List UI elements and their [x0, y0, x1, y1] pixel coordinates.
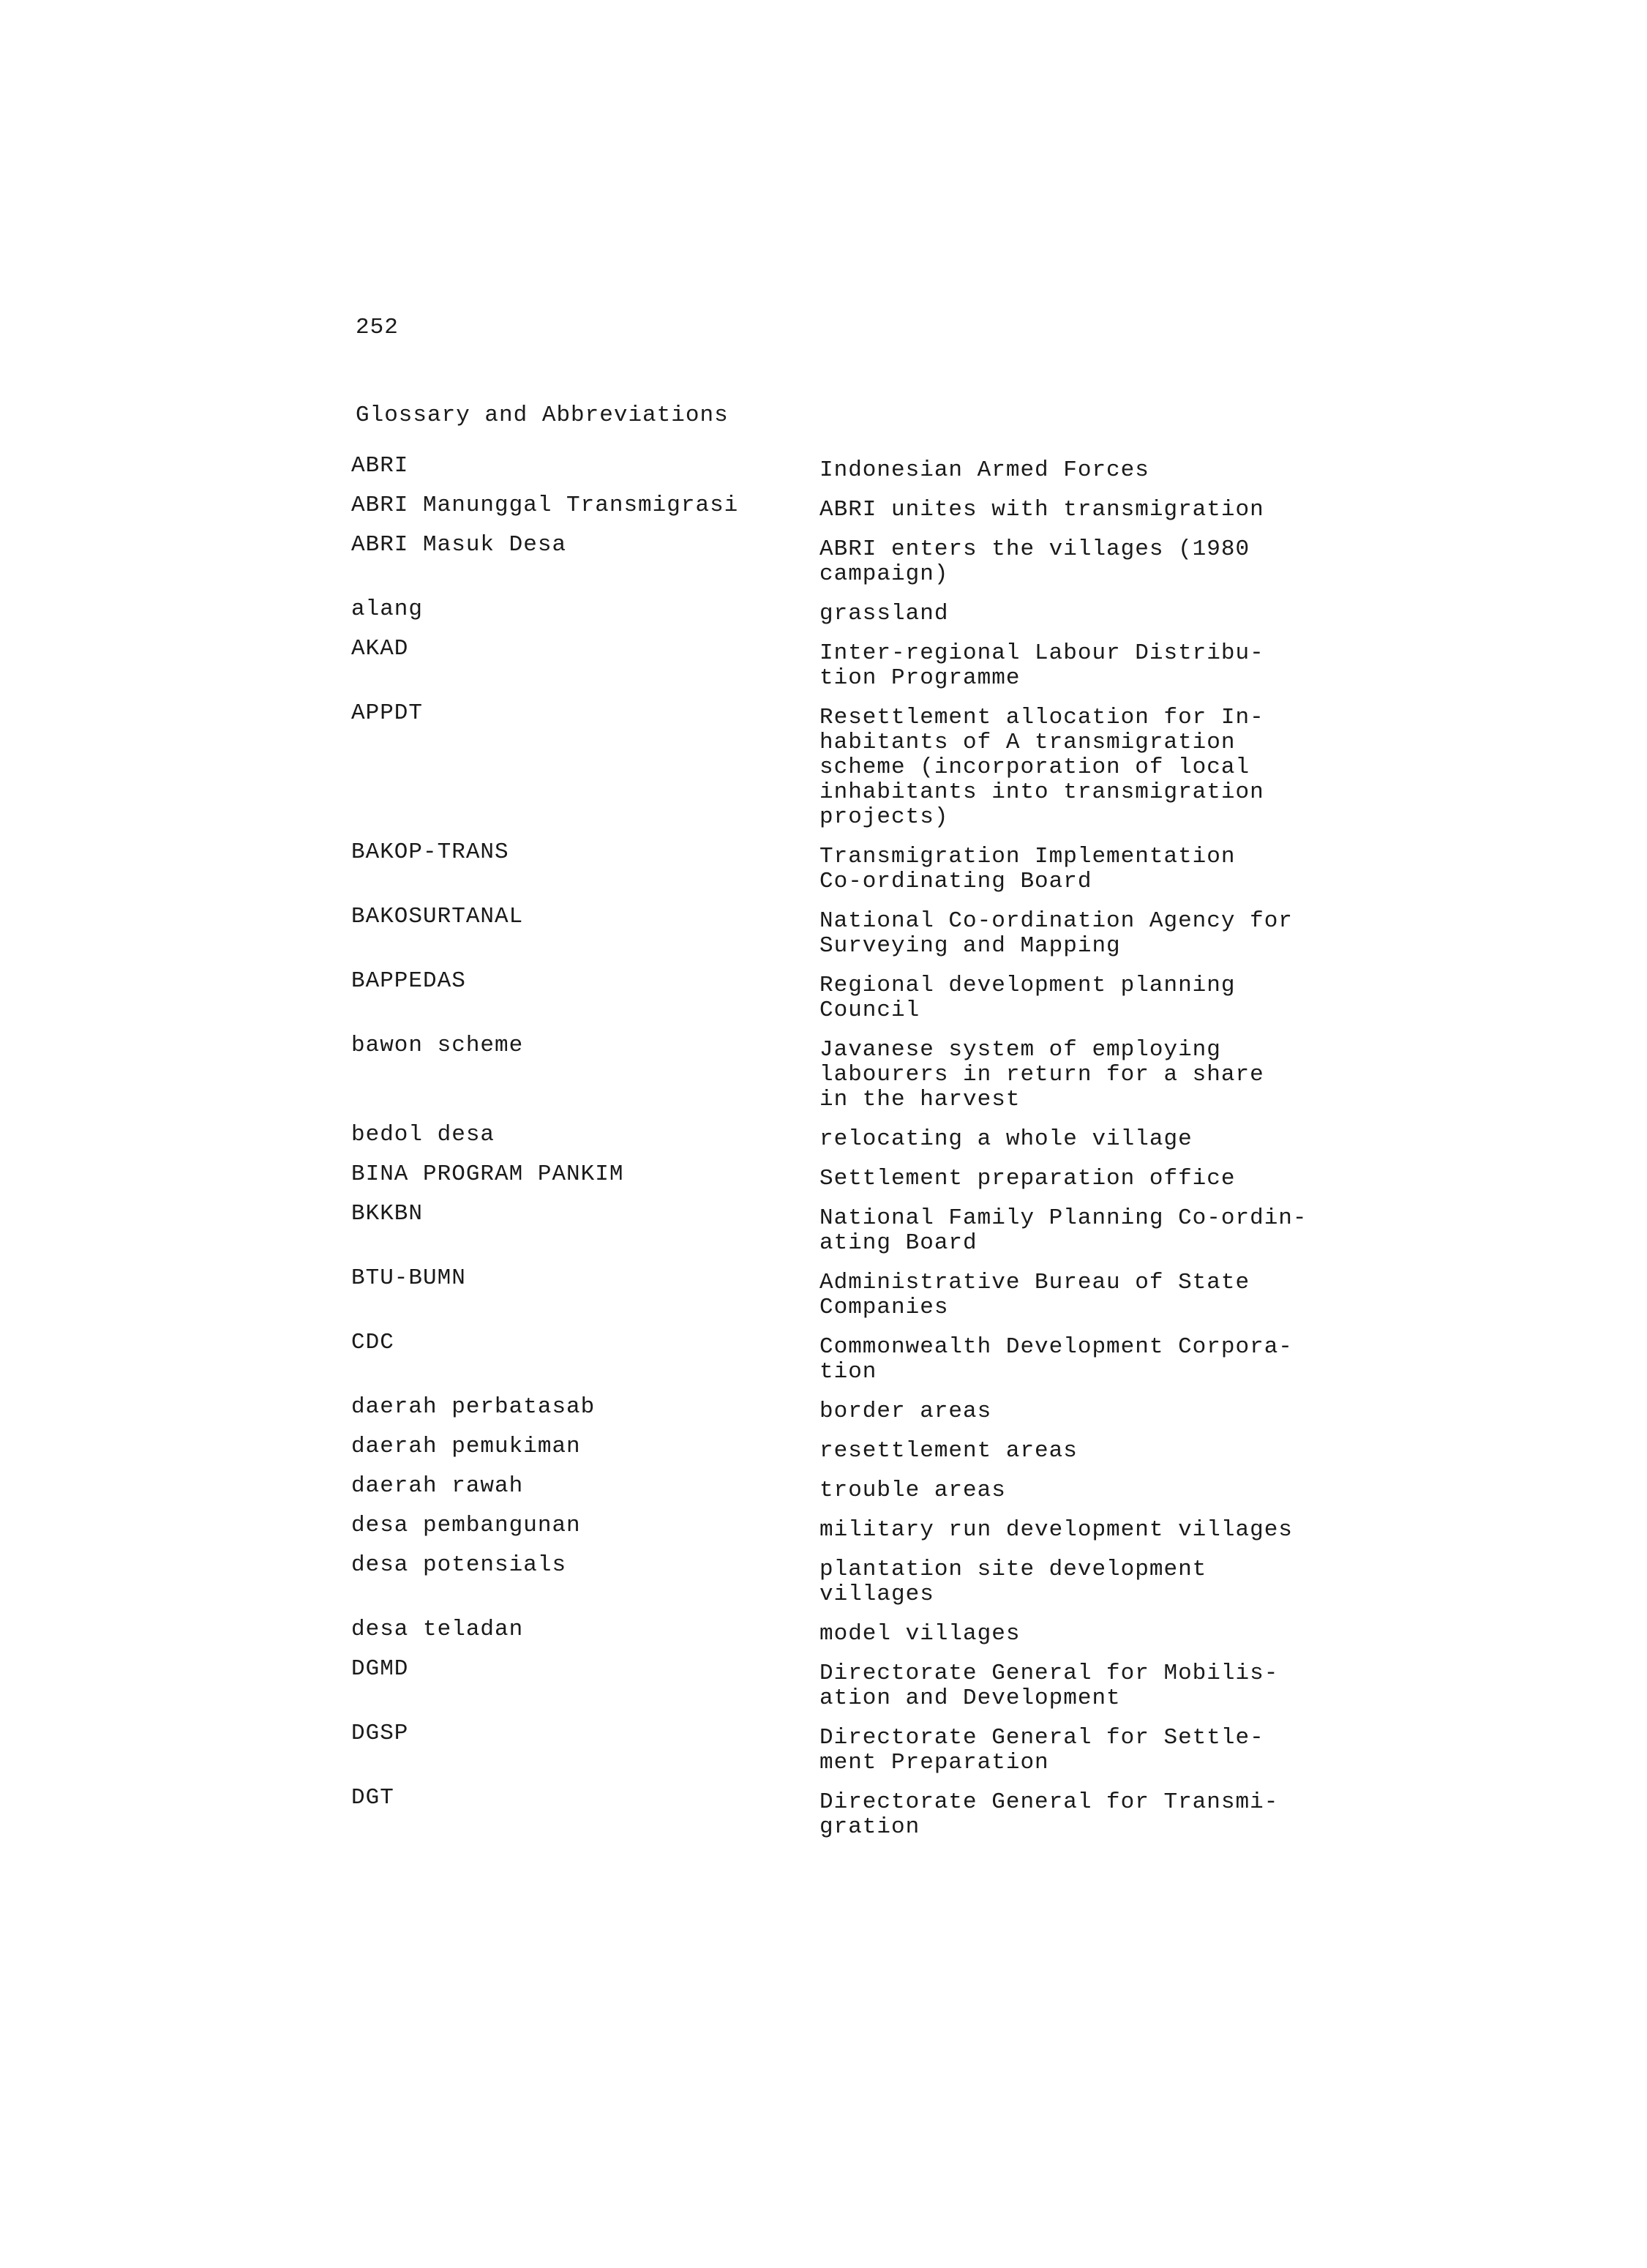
glossary-list [351, 454, 1339, 1840]
glossary-entry [351, 1657, 1339, 1711]
glossary-entry [351, 1202, 1339, 1256]
glossary-entry [351, 1123, 1339, 1152]
glossary-definition: trouble areas [819, 1478, 1006, 1503]
glossary-entry [351, 1721, 1339, 1775]
glossary-definition: model villages [819, 1621, 1021, 1647]
glossary-definition: Resettlement allocation for In- habitants of A transmigration scheme (incorporation of local inhabitants into transmigration projects) [819, 705, 1264, 830]
glossary-entry [351, 1513, 1339, 1543]
glossary-definition: Directorate General for Mobilis- ation and Development [819, 1661, 1279, 1711]
glossary-definition: ABRI unites with transmigration [819, 497, 1264, 523]
glossary-term: BAKOP-TRANS [351, 839, 509, 865]
glossary-entry [351, 637, 1339, 691]
glossary-term: daerah pemukiman [351, 1434, 581, 1459]
glossary-entry [351, 905, 1339, 959]
glossary-definition: Settlement preparation office [819, 1166, 1236, 1191]
glossary-definition: Directorate General for Settle- ment Preparation [819, 1725, 1264, 1775]
glossary-term: BTU-BUMN [351, 1265, 466, 1291]
glossary-definition: Transmigration Implementation Co-ordinating Board [819, 844, 1236, 894]
glossary-entry [351, 1474, 1339, 1503]
glossary-entry [351, 701, 1339, 830]
glossary-entry [351, 1331, 1339, 1385]
glossary-definition: Indonesian Armed Forces [819, 457, 1149, 483]
glossary-definition: Administrative Bureau of State Companies [819, 1270, 1250, 1320]
glossary-entry [351, 1266, 1339, 1320]
glossary-entry [351, 969, 1339, 1023]
glossary-entry [351, 1162, 1339, 1191]
glossary-term: DGT [351, 1785, 394, 1811]
glossary-term: DGMD [351, 1656, 409, 1682]
glossary-definition: National Family Planning Co-ordin- ating Board [819, 1205, 1308, 1256]
page-number: 252 [356, 315, 399, 340]
glossary-entry [351, 1553, 1339, 1607]
glossary-entry [351, 1395, 1339, 1424]
glossary-definition: Javanese system of employing labourers in return for a share in the harvest [819, 1037, 1264, 1112]
glossary-term: desa teladan [351, 1617, 524, 1642]
glossary-entry [351, 840, 1339, 894]
glossary-term: APPDT [351, 700, 424, 726]
glossary-term: ABRI Masuk Desa [351, 532, 567, 558]
glossary-term: BKKBN [351, 1201, 424, 1227]
glossary-definition: National Co-ordination Agency for Surveying and Mapping [819, 908, 1293, 959]
glossary-entry [351, 597, 1339, 626]
glossary-definition: Directorate General for Transmi- gration [819, 1789, 1279, 1840]
glossary-definition: relocating a whole village [819, 1126, 1193, 1152]
glossary-term: bawon scheme [351, 1033, 524, 1058]
glossary-entry [351, 1033, 1339, 1112]
glossary-term: bedol desa [351, 1122, 495, 1148]
glossary-entry [351, 1786, 1339, 1840]
glossary-term: ABRI [351, 453, 409, 479]
glossary-term: BAPPEDAS [351, 968, 466, 994]
glossary-term: desa potensials [351, 1552, 567, 1578]
glossary-definition: plantation site development villages [819, 1557, 1207, 1607]
glossary-definition: grassland [819, 601, 949, 626]
glossary-term: daerah perbatasab [351, 1394, 596, 1420]
glossary-definition: Commonwealth Development Corpora- tion [819, 1334, 1293, 1385]
glossary-entry [351, 454, 1339, 483]
glossary-term: CDC [351, 1330, 394, 1355]
glossary-definition: border areas [819, 1399, 992, 1424]
glossary-term: ABRI Manunggal Transmigrasi [351, 493, 739, 518]
glossary-term: DGSP [351, 1721, 409, 1746]
glossary-definition: ABRI enters the villages (1980 campaign) [819, 536, 1250, 587]
glossary-term: AKAD [351, 636, 409, 662]
glossary-entry [351, 533, 1339, 587]
glossary-definition: Inter-regional Labour Distribu- tion Programme [819, 640, 1264, 691]
glossary-term: desa pembangunan [351, 1513, 581, 1538]
glossary-definition: resettlement areas [819, 1438, 1078, 1464]
glossary-entry [351, 493, 1339, 523]
glossary-term: BINA PROGRAM PANKIM [351, 1161, 624, 1187]
glossary-definition: military run development villages [819, 1517, 1293, 1543]
glossary-term: daerah rawah [351, 1473, 524, 1499]
glossary-term: alang [351, 596, 424, 622]
glossary-entry [351, 1617, 1339, 1647]
glossary-entry [351, 1434, 1339, 1464]
glossary-definition: Regional development planning Council [819, 973, 1236, 1023]
section-heading: Glossary and Abbreviations [356, 403, 729, 428]
glossary-term: BAKOSURTANAL [351, 904, 524, 929]
